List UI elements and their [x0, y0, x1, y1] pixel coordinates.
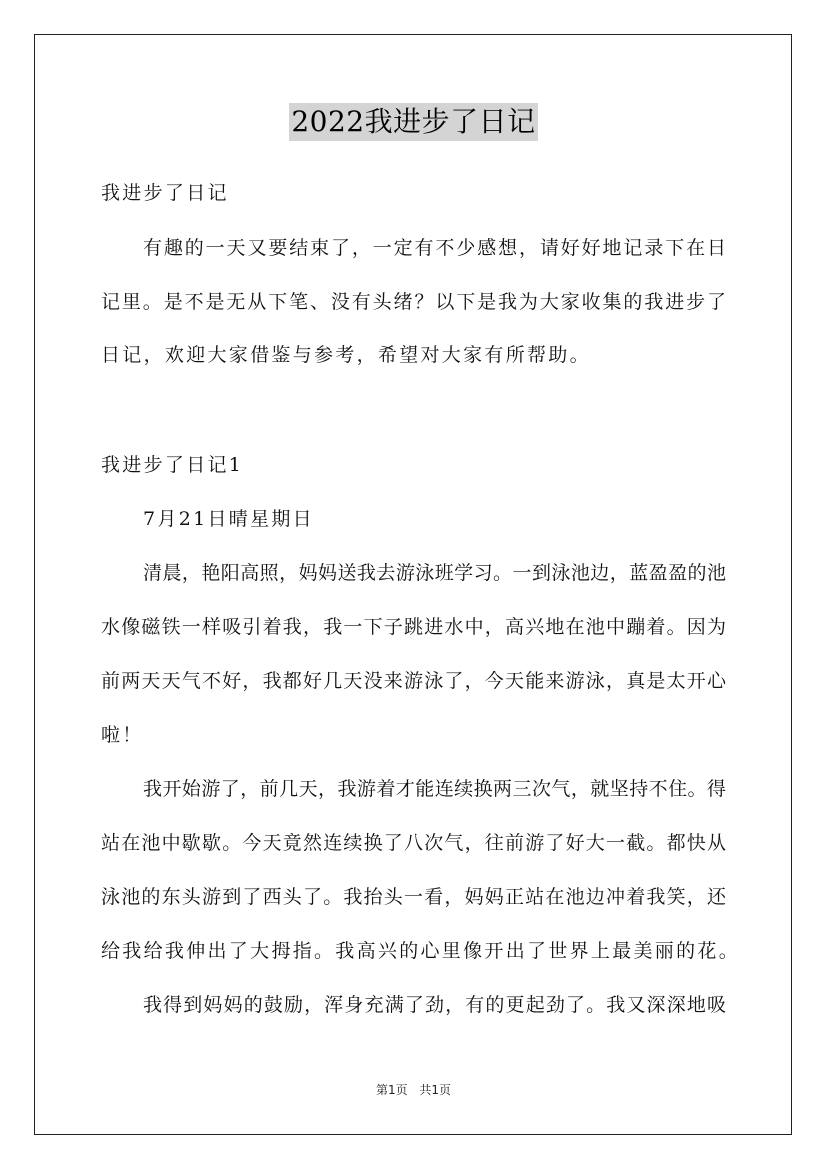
intro-line: 日记，欢迎大家借鉴与参考，希望对大家有所帮助。: [101, 344, 591, 366]
paragraph-line: 我得到妈妈的鼓励，浑身充满了劲，有的更起劲了。我又深深地吸: [143, 994, 726, 1016]
section-heading: 我进步了日记1: [101, 454, 244, 476]
paragraph-line: 站在池中歇歇。今天竟然连续换了八次气，往前游了好大一截。都快从: [101, 832, 726, 854]
paragraph-line: 清晨，艳阳高照，妈妈送我去游泳班学习。一到泳池边，蓝盈盈的池: [143, 562, 726, 584]
paragraph-line: 前两天天气不好，我都好几天没来游泳了，今天能来游泳，真是太开心: [101, 670, 726, 692]
intro-line: 记里。是不是无从下笔、没有头绪？以下是我为大家收集的我进步了: [101, 291, 726, 313]
paragraph-line: 我开始游了，前几天，我游着才能连续换两三次气，就坚持不住。得: [143, 778, 726, 800]
document-title: 2022我进步了日记: [289, 103, 537, 141]
document-subtitle: 我进步了日记: [101, 182, 229, 204]
page-number: 第1页: [375, 1083, 408, 1097]
date-line: 7月21日晴星期日: [143, 508, 314, 530]
intro-line: 有趣的一天又要结束了，一定有不少感想，请好好地记录下在日: [143, 237, 726, 259]
page-total: 共1页: [419, 1083, 452, 1097]
paragraph-line: 给我给我伸出了大拇指。我高兴的心里像开出了世界上最美丽的花。: [101, 940, 741, 962]
paragraph-line: 泳池的东头游到了西头了。我抬头一看，妈妈正站在池边冲着我笑，还: [101, 886, 726, 908]
page-footer: [0, 1082, 827, 1098]
paragraph-line: 水像磁铁一样吸引着我，我一下子跳进水中，高兴地在池中蹦着。因为: [101, 616, 726, 638]
title-container: [0, 103, 827, 141]
paragraph-line: 啦！: [101, 724, 144, 746]
